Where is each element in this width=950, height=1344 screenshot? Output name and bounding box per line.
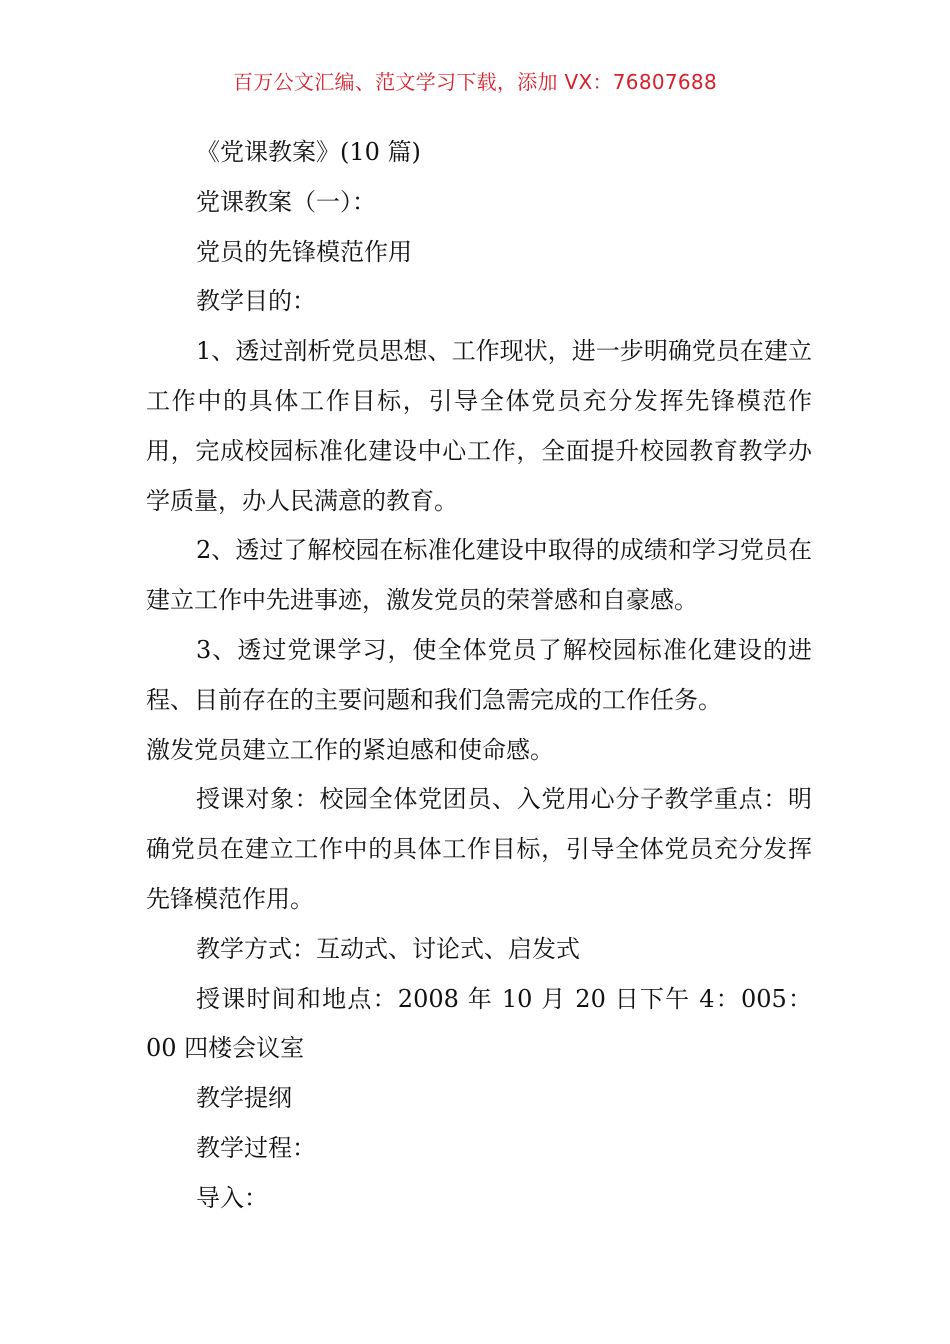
- audience-paragraph: 授课对象：校园全体党团员、入党用心分子教学重点：明确党员在建立工作中的具体工作目标，引导全体党员充分发挥先锋模范作用。: [146, 785, 812, 913]
- objective-3-continued: 激发党员建立工作的紧迫感和使命感。: [146, 735, 554, 764]
- document-title: 《党课教案》(10 篇): [196, 138, 421, 166]
- section-heading: 党课教案（一）：: [196, 187, 376, 216]
- outline-label: 教学提纲: [196, 1084, 292, 1113]
- time-and-place: 授课时间和地点：2008 年 10 月 20 日下午 4：005：00 四楼会议室: [146, 984, 812, 1063]
- intro-label: 导入：: [196, 1183, 268, 1212]
- lesson-topic: 党员的先锋模范作用: [196, 237, 412, 266]
- objective-2: 2、透过了解校园在标准化建设中取得的成绩和学习党员在建立工作中先进事迹，激发党员的荣誉感和自豪感。: [146, 536, 812, 615]
- document-body: [146, 128, 812, 1224]
- watermark-header: 百万公文汇编、范文学习下载，添加 VX：76807688: [233, 70, 717, 94]
- objective-3: 3、透过党课学习，使全体党员了解校园标准化建设的进程、目前存在的主要问题和我们急需完成的工作任务。: [146, 635, 812, 714]
- objectives-label: 教学目的：: [196, 287, 316, 316]
- process-label: 教学过程：: [196, 1133, 316, 1162]
- objective-1: 1、透过剖析党员思想、工作现状，进一步明确党员在建立工作中的具体工作目标，引导全体党员充分发挥先锋模范作用，完成校园标准化建设中心工作，全面提升校园教育教学办学质量，办人民满意的教育。: [146, 337, 812, 515]
- teaching-method: 教学方式：互动式、讨论式、启发式: [196, 934, 580, 963]
